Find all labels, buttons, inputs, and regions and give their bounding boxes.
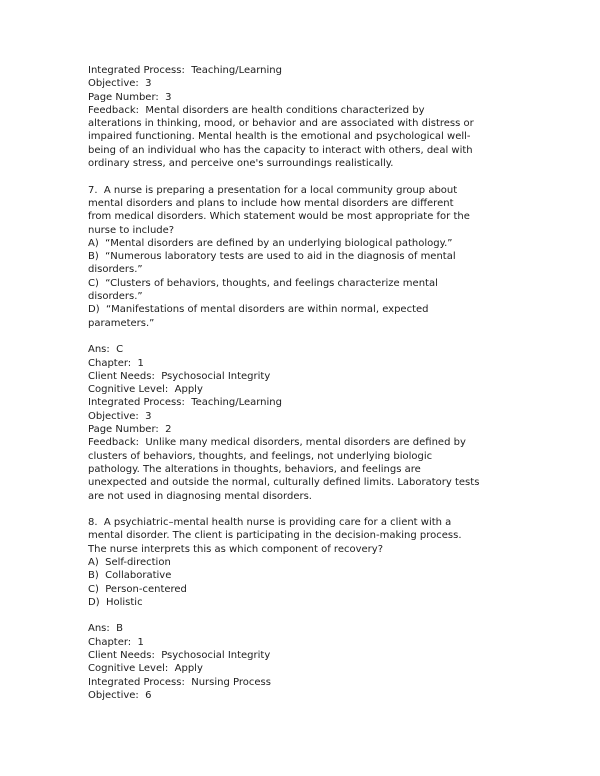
question-7-stem-and-options bbox=[88, 184, 558, 330]
text-line: D) Holistic bbox=[88, 596, 143, 608]
text-line: clusters of behaviors, thoughts, and feelings, not underlying biologic bbox=[88, 450, 433, 462]
text-line: nurse to include? bbox=[88, 224, 175, 236]
text-line: from medical disorders. Which statement would be most appropriate for the bbox=[88, 211, 470, 223]
text-line: B) Collaborative bbox=[88, 570, 172, 582]
text-line: being of an individual who has the capacity to interact with others, deal with bbox=[88, 144, 473, 156]
text-line: Objective: 3 bbox=[88, 410, 152, 422]
text-line: Cognitive Level: Apply bbox=[88, 663, 203, 675]
text-line: Objective: 3 bbox=[88, 78, 152, 90]
document-content bbox=[88, 64, 558, 702]
question-6-answer-meta-block bbox=[88, 64, 558, 170]
text-line: Page Number: 2 bbox=[88, 424, 172, 436]
text-line: Ans: C bbox=[88, 344, 124, 356]
text-line: are not used in diagnosing mental disorders. bbox=[88, 490, 312, 502]
text-line: 8. A psychiatric–mental health nurse is providing care for a client with a bbox=[88, 517, 452, 529]
text-line: 7. A nurse is preparing a presentation for a local community group about bbox=[88, 184, 458, 196]
text-line: C) “Clusters of behaviors, thoughts, and feelings characterize mental bbox=[88, 277, 438, 289]
question-7-answer-meta-block bbox=[88, 343, 558, 503]
text-line: Feedback: Mental disorders are health conditions characterized by bbox=[88, 104, 425, 116]
text-line: mental disorders and plans to include how mental disorders are different bbox=[88, 197, 454, 209]
text-line: mental disorder. The client is participating in the decision-making process. bbox=[88, 530, 462, 542]
question-8-stem-and-options bbox=[88, 516, 558, 609]
text-line: Feedback: Unlike many medical disorders, mental disorders are defined by bbox=[88, 437, 466, 449]
text-line: pathology. The alterations in thoughts, behaviors, and feelings are bbox=[88, 463, 421, 475]
question-8-answer-meta-block bbox=[88, 622, 558, 702]
text-line: Cognitive Level: Apply bbox=[88, 384, 203, 396]
text-line: unexpected and outside the normal, culturally defined limits. Laboratory tests bbox=[88, 477, 480, 489]
text-line: B) “Numerous laboratory tests are used to aid in the diagnosis of mental bbox=[88, 251, 456, 263]
text-line: C) Person-centered bbox=[88, 583, 187, 595]
text-line: Integrated Process: Teaching/Learning bbox=[88, 397, 282, 409]
text-line: Chapter: 1 bbox=[88, 636, 144, 648]
text-line: Objective: 6 bbox=[88, 689, 152, 701]
text-line: A) Self-direction bbox=[88, 556, 171, 568]
text-line: impaired functioning. Mental health is the emotional and psychological well- bbox=[88, 131, 471, 143]
text-line: A) “Mental disorders are defined by an underlying biological pathology.” bbox=[88, 237, 453, 249]
text-line: disorders.” bbox=[88, 291, 143, 303]
text-line: Chapter: 1 bbox=[88, 357, 144, 369]
text-line: D) “Manifestations of mental disorders are within normal, expected bbox=[88, 304, 429, 316]
text-line: parameters.” bbox=[88, 317, 155, 329]
text-line: Ans: B bbox=[88, 623, 123, 635]
text-line: Page Number: 3 bbox=[88, 91, 172, 103]
text-line: Client Needs: Psychosocial Integrity bbox=[88, 370, 271, 382]
text-line: The nurse interprets this as which component of recovery? bbox=[88, 543, 383, 555]
text-line: Integrated Process: Nursing Process bbox=[88, 676, 271, 688]
text-line: Integrated Process: Teaching/Learning bbox=[88, 65, 282, 76]
text-line: ordinary stress, and perceive one's surroundings realistically. bbox=[88, 158, 394, 170]
text-line: Client Needs: Psychosocial Integrity bbox=[88, 650, 271, 662]
text-line: alterations in thinking, mood, or behavior and are associated with distress or bbox=[88, 118, 474, 130]
text-line: disorders.” bbox=[88, 264, 143, 276]
